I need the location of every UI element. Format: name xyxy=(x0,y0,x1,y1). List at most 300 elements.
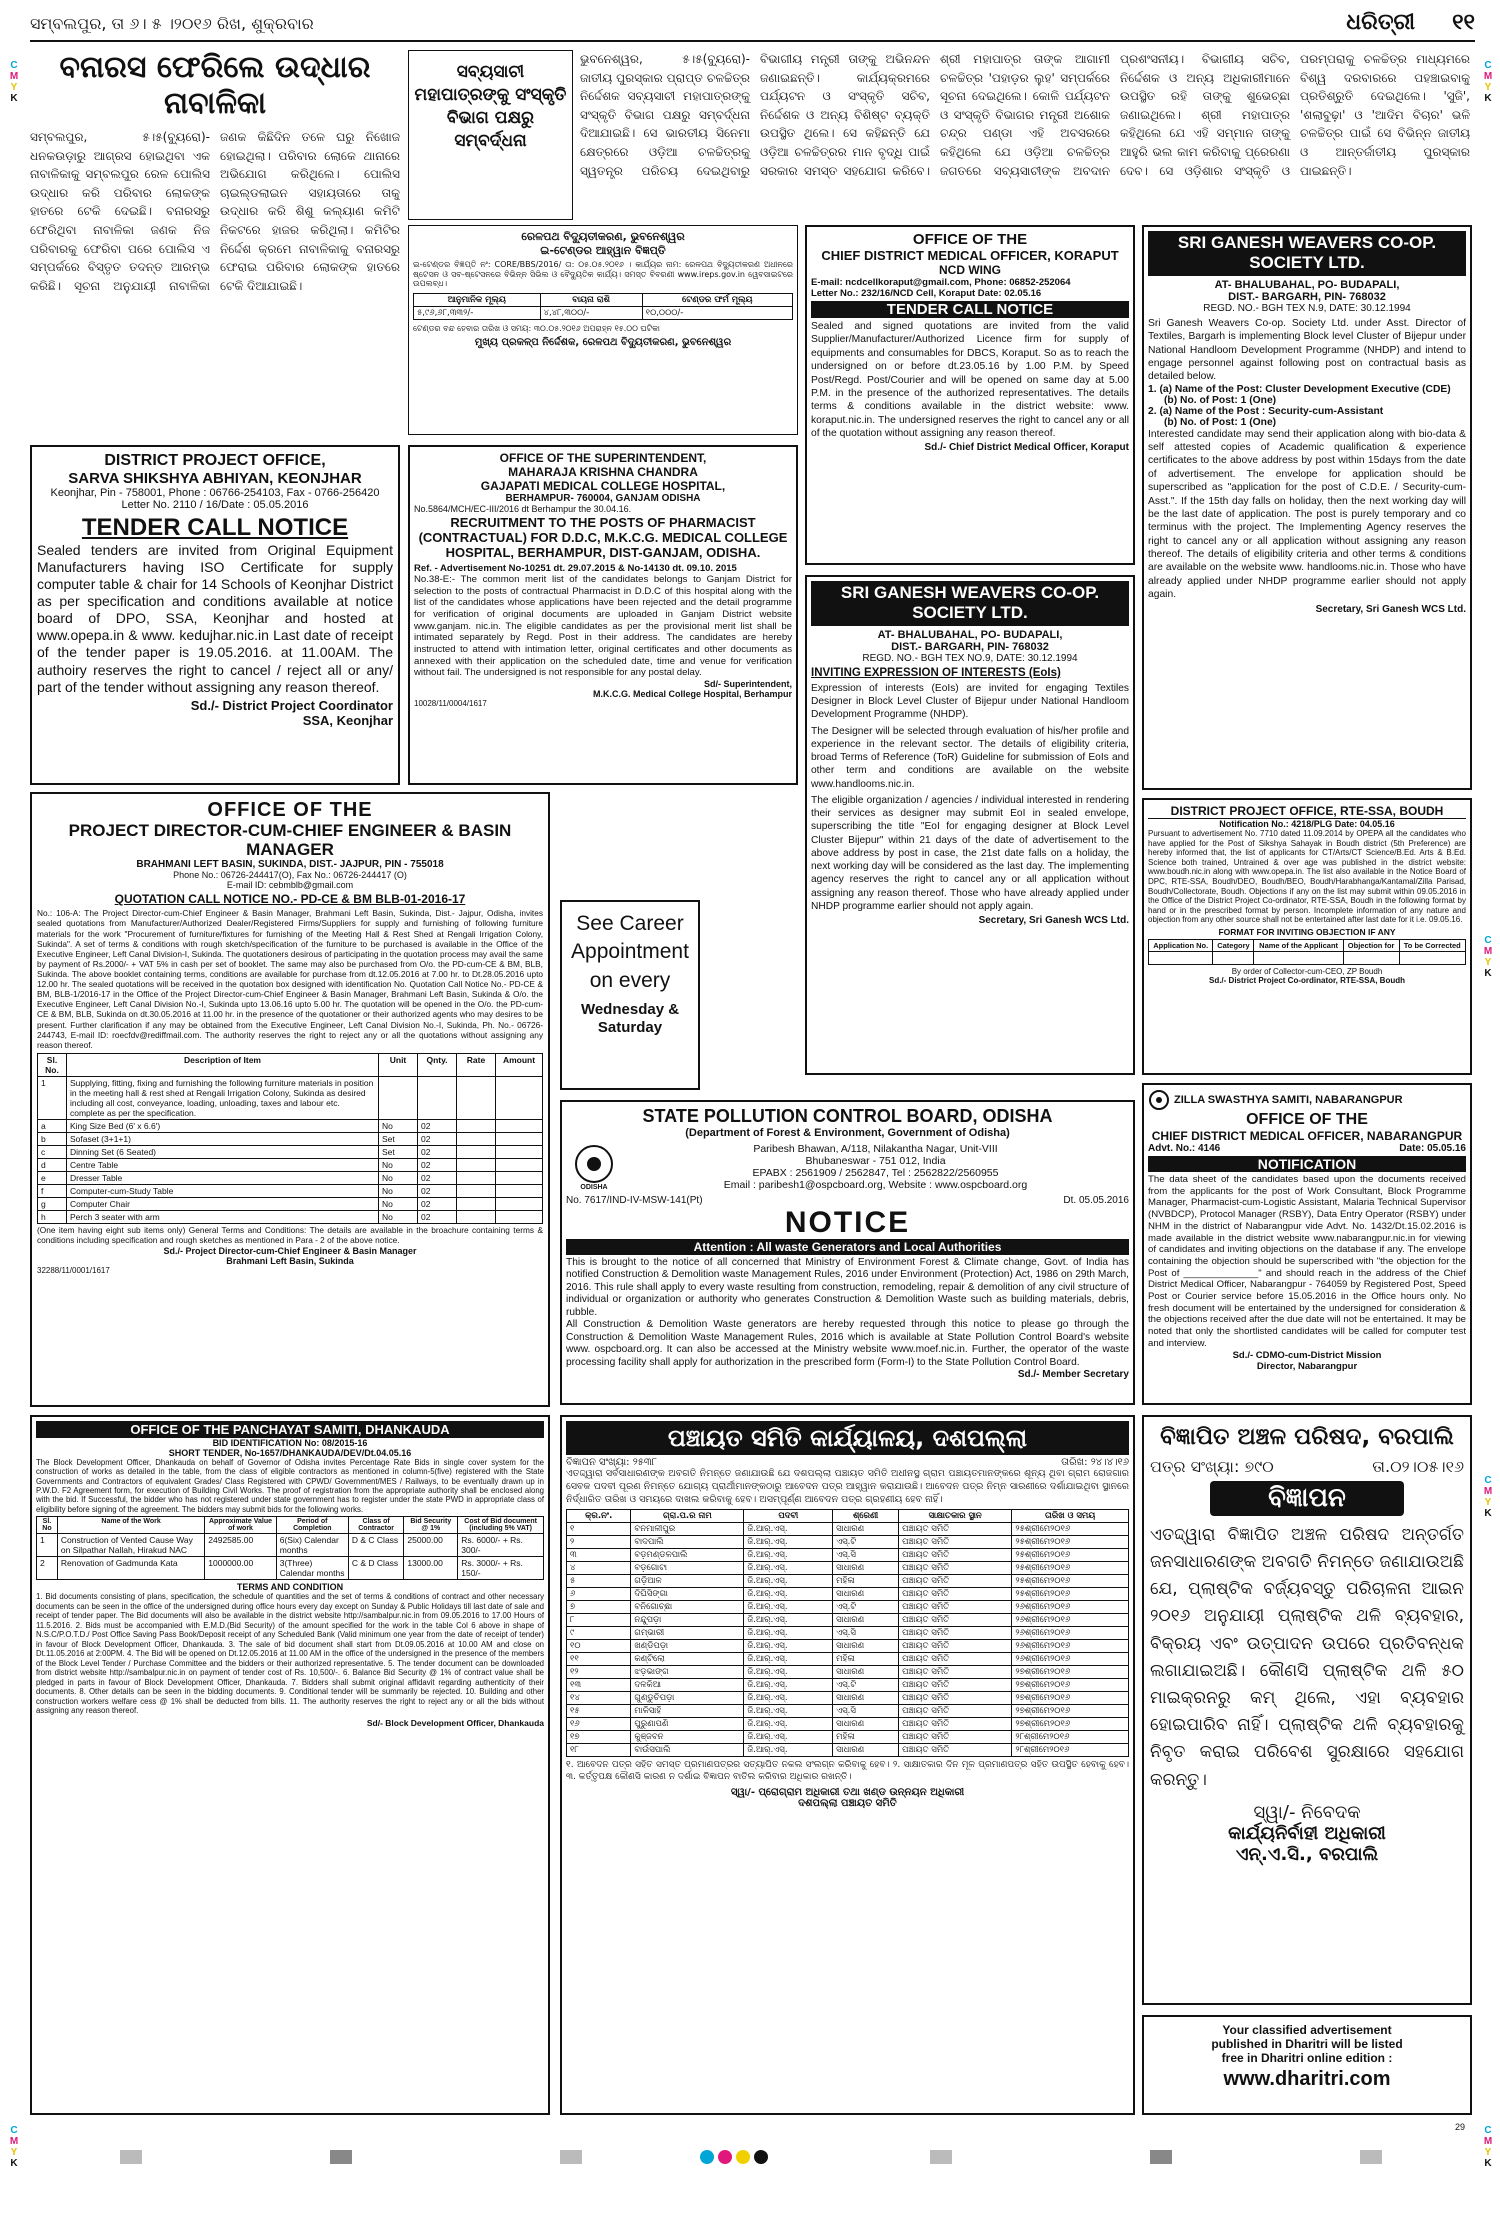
table-row xyxy=(38,1145,543,1158)
table-cell xyxy=(496,1132,543,1145)
table-cell: ୨୬ଶ୍ରୀମେ୨୦୧୬ xyxy=(1012,1640,1129,1653)
board-title: STATE POLLUTION CONTROL BOARD, ODISHA xyxy=(642,1106,1053,1126)
table-cell: 02 xyxy=(418,1184,457,1197)
post-name: 2. (a) Name of the Post : Security-cum-Assistant xyxy=(1148,405,1384,417)
table-cell: ୭ xyxy=(567,1601,631,1614)
table-cell: ପଞ୍ଚାୟତ ସମିତି xyxy=(899,1718,1012,1731)
cdmo-nabarangpur-notification xyxy=(1142,1083,1472,1405)
table-cell: ବାଉଁସପାଲି xyxy=(631,1744,744,1757)
article-headline: ବନାରସ ଫେରିଲେ ଉଦ୍ଧାର ନାବାଳିକା xyxy=(59,50,371,121)
office-title-main: SARVA SHIKSHYA ABHIYAN, KEONJHAR xyxy=(68,470,362,487)
table-row xyxy=(567,1744,1129,1757)
table-cell: ପଞ୍ଚାୟତ ସମିତି xyxy=(899,1705,1012,1718)
table-cell: ୨୬ଶ୍ରୀମେ୨୦୧୬ xyxy=(1012,1614,1129,1627)
table-cell: 02 xyxy=(418,1119,457,1132)
table-cell: Rs. 3000/- + Rs. 150/- xyxy=(458,1557,544,1580)
notification-number: Notification No.: 4218/PLG Date: 04.05.16 xyxy=(1219,819,1395,829)
table-cell xyxy=(457,1197,496,1210)
dpo-boudh-notification xyxy=(1142,798,1472,1075)
notice-body: Interested candidate may send their application along with bio-data & self attested copies of Academic qualification & experience certificates to the above address by post within 15days from the date of advertisement. The envelope for application should be superscribed as "application for the post of C.D.E. / Security-cum-Asst.". If the 15th day falls on holiday, then the next working day will be the last date of application. The post is purely temporary and co terminus with the project. The Implementing Agency reserves the right to cancel any or all application without assigning any reason thereof. The details of eligibility criteria and other terms & conditions are available on the website www. handlooms.nic.in. Those who have already applied under NHDP programme earlier should not apply again. xyxy=(1148,428,1466,601)
table-cell: ୧୬ xyxy=(567,1718,631,1731)
cmyk-mark-right-top: C M Y K xyxy=(1483,60,1493,104)
table-cell: ପଞ୍ଚାୟତ ସମିତି xyxy=(899,1653,1012,1666)
masthead xyxy=(30,8,1475,42)
table-header: Approximate Value of work xyxy=(205,1517,276,1534)
table-header: Sl. No xyxy=(37,1517,58,1534)
table-cell: ୨୭ଶ୍ରୀମେ୨୦୧୬ xyxy=(1012,1705,1129,1718)
table-row xyxy=(38,1210,543,1223)
ad-code: 32288/11/0001/1617 xyxy=(37,1265,110,1275)
table-header: Cost of Bid document (including 5% VAT) xyxy=(458,1517,544,1534)
signature: By order of Collector-cum-CEO, ZP Boudh xyxy=(1231,966,1383,976)
advertisement-ref: Ref. - Advertisement No-10251 dt. 29.07.2015 & No-14130 dt. 09.10. 2015 xyxy=(414,562,737,574)
table-row xyxy=(37,1534,544,1557)
table-cell xyxy=(457,1184,496,1197)
office-title: OFFICE OF THE xyxy=(912,231,1028,248)
table-cell: ବଡ଼ମଣ୍ଡଳପାଲି xyxy=(631,1549,744,1562)
table-cell: Dinning Set (6 Seated) xyxy=(67,1145,379,1158)
table-cell: D & C Class xyxy=(348,1534,403,1557)
table-cell xyxy=(496,1210,543,1223)
signature: M.K.C.G. Medical College Hospital, Berhampur xyxy=(592,689,792,700)
table-cell: ୨୫ଶ୍ରୀମେ୨୦୧୬ xyxy=(1012,1575,1129,1588)
table-cell: ସାଧାରଣ xyxy=(833,1523,899,1536)
table-cell: 02 xyxy=(418,1197,457,1210)
table-header: Name of the Work xyxy=(57,1517,204,1534)
promo-line: published in Dharitri will be listed xyxy=(1211,2037,1403,2051)
office-email: E-mail ID: cebmblb@gmail.com xyxy=(226,880,354,891)
office-title: OFFICE OF THE PANCHAYAT SAMITI, DHANKAUDA xyxy=(36,1421,544,1438)
table-cell: ୨୬ଶ୍ରୀମେ୨୦୧୬ xyxy=(1012,1627,1129,1640)
table-cell: Set xyxy=(379,1132,418,1145)
table-cell: ବନମାଳୀପୁର xyxy=(631,1523,744,1536)
table-cell xyxy=(457,1119,496,1132)
table-cell: ପଞ୍ଚାୟତ ସମିତି xyxy=(899,1536,1012,1549)
table-cell: ସାଧାରଣ xyxy=(833,1614,899,1627)
table-cell: Computer-cum-Study Table xyxy=(67,1184,379,1197)
tender-footer: ମୁଖ୍ୟ ପ୍ରକଳ୍ପ ନିର୍ଦ୍ଦେଶକ, ରେଳପଥ ବିଦ୍ୟୁତୀକରଣ, ଭୁବନେଶ୍ୱର xyxy=(474,337,732,349)
notice-intro: Sri Ganesh Weavers Co-op. Society Ltd. under Asst. Director of Textiles, Bargarh is implementing Block level Cluster of Bijepur under National Handloom Development Programme (NHDP) and intend to engage personnel against following post on contractual basis as detailed below. xyxy=(1148,317,1466,383)
table-row xyxy=(567,1562,1129,1575)
signature: ଦଶପଲ୍ଲା ପଞ୍ଚାୟତ ସମିତି xyxy=(798,1797,897,1809)
notice-body: ଏତଦ୍ଦ୍ୱାରା ସର୍ବସାଧାରଣଙ୍କ ଅବଗତି ନିମନ୍ତେ ଜଣାଯାଉଛି ଯେ ଦଶପଲ୍ଲା ପଞ୍ଚାୟତ ସମିତି ଅଧୀନସ୍ଥ ଗ୍ରାମ ପଞ୍ଚାୟତମାନଙ୍କରେ ଶୂନ୍ୟ ଥିବା ଗ୍ରାମ ରୋଜଗାର ସେବକ ପଦବୀ ପୂରଣ ନିମନ୍ତେ ଯୋଗ୍ୟ ପ୍ରାର୍ଥୀମାନଙ୍କଠାରୁ ଆବେଦନ ପତ୍ର ଆହ୍ୱାନ କରାଯାଉଛି। ଆବେଦନ ପତ୍ର ନିମ୍ନ ସାରଣୀରେ ଦର୍ଶାଯାଇଥିବା ସ୍ଥାନରେ ନିର୍ଦ୍ଧାରିତ ତାରିଖ ଓ ସମୟରେ ଦାଖଲ କରିବାକୁ ହେବ। ଅସମ୍ପୂର୍ଣ୍ଣ ଆବେଦନ ପତ୍ର ଗ୍ରହଣୀୟ ହେବ ନାହିଁ। xyxy=(566,1468,1129,1505)
tender-closing: ଟେଣ୍ଡର ବନ୍ଦ ହେବାର ତାରିଖ ଓ ସମୟ: ୩୦.୦୫.୨୦୧୬ ଅପରାହ୍ନ ୧୫.୦୦ ଘଟିକା xyxy=(413,323,660,333)
notice-body: Sealed and signed quotations are invited from the valid Supplier/Manufacturer/Authorized Licence firm for supply of equipments and consumables for DBCS, Koraput. So as to reach the undersigned on or before dt.23.05.16 by 1.00 P.M. by Speed Post/Regd. Post/Courier and will be opened on same day at 5.00 P.M. in the presence of the authorized representatives. The details terms & conditions available in the district website: www. koraput.nic.in. The undersigned reserves the right to cancel any or all of the quotation without assigning any reason thereof. xyxy=(811,321,1129,439)
board-address: Bhubaneswar - 751 012, India xyxy=(805,1155,946,1167)
table-row xyxy=(567,1627,1129,1640)
logo-caption: ODISHA xyxy=(580,1183,608,1191)
notice-footnote: (One item having eight sub items only) General Terms and Conditions: The details are available in the broachure containing terms & conditions including specification and rough sketches as mentioned in Para - 2 of the above notice. xyxy=(37,1224,543,1245)
table-cell xyxy=(457,1171,496,1184)
table-cell: ଜି.ଆର୍.ଏସ୍. xyxy=(744,1731,833,1744)
table-cell: ୧୫ xyxy=(567,1705,631,1718)
tender-title: ରେଳପଥ ବିଦ୍ୟୁତୀକରଣ, ଭୁବନେଶ୍ୱର xyxy=(521,230,685,243)
table-cell: ଜି.ଆର୍.ଏସ୍. xyxy=(744,1627,833,1640)
tender-body: ଇ-ଟେଣ୍ଡର ବିଜ୍ଞପ୍ତି ନଂ: CORE/BBS/2016/ ତା: ୦୫.୦୫.୨୦୧୬ । କାର୍ଯ୍ୟର ନାମ: ରେଳପଥ ବିଦ୍ୟୁତୀକରଣ ଅଧୀନରେ ଷ୍ଟେସନ ଓ ସବ-ଷ୍ଟେସନରେ ବିଭିନ୍ନ ସିଭିଲ ଓ ବୈଦ୍ୟୁତିକ କାର୍ଯ୍ୟ। ସମସ୍ତ ବିବରଣୀ www.ireps.gov.in ୱେବସାଇଟରେ ଉପଲବ୍ଧ। xyxy=(413,260,793,289)
table-cell: ଏସ୍.ସି xyxy=(833,1549,899,1562)
post-name: 1. (a) Name of the Post: Cluster Development Executive (CDE) xyxy=(1148,383,1451,395)
table-cell: ଦିଘିସିଙ୍ଗା xyxy=(631,1588,744,1601)
table-cell: ଜି.ଆର୍.ଏସ୍. xyxy=(744,1705,833,1718)
signature: Sd./- District Project Coordinator xyxy=(190,697,393,713)
table-cell: Renovation of Gadmunda Kata xyxy=(57,1557,204,1580)
table-row xyxy=(567,1692,1129,1705)
table-cell: Set xyxy=(379,1145,418,1158)
table-header: Amount xyxy=(496,1053,543,1076)
table-cell: Supplying, fitting, fixing and furnishing the following furniture materials in position in the meeting hall & rest shed at Rengali Irrigation Colony, Sukinda as desired including all cost, conveyance, loading, unloading, taxes and labour etc. complete as per the specification. xyxy=(67,1076,379,1119)
eoi-heading: INVITING EXPRESSION OF INTERESTS (EoIs) xyxy=(811,666,1061,679)
signature: Secretary, Sri Ganesh WCS Ltd. xyxy=(978,915,1129,927)
masthead-page-number: ୧୧ xyxy=(1452,10,1475,35)
mkcg-pharmacist-recruitment xyxy=(408,445,798,785)
news-article-rescued-minor xyxy=(30,50,400,435)
table-cell: ୨ xyxy=(567,1536,631,1549)
table-cell: ସାଧାରଣ xyxy=(833,1588,899,1601)
table-row xyxy=(567,1666,1129,1679)
office-title: ବିଜ୍ଞାପିତ ଅଞ୍ଚଳ ପରିଷଦ, ବରପାଲି xyxy=(1160,1424,1454,1450)
grs-posts-table xyxy=(566,1509,1129,1757)
table-cell: ୧ xyxy=(567,1523,631,1536)
cmyk-mark-left-top: C M Y K xyxy=(9,60,19,104)
article-body-part2: କୋଳି ପର୍ଯ୍ୟଟନ ଓ ସଂସ୍କୃତି ବିଭାଗର ମନ୍ତ୍ରୀ ଅଶୋକ ଚନ୍ଦ୍ର ପଣ୍ଡା ଏହି ଅବସରରେ କହିଥିଲେ ଯେ ଓଡ଼ିଆ ଚଳଚ୍ଚିତ୍ର ଜଗତରେ ସବ୍ୟସାଚୀଙ୍କ ଅବଦାନ ପ୍ରଶଂସନୀୟ। ବିଭାଗୀୟ ସଚିବ, ନିର୍ଦ୍ଦେଶକ ଓ ଅନ୍ୟ ଅଧିକାରୀମାନେ ଉପସ୍ଥିତ ରହି ତାଙ୍କୁ ଶୁଭେଚ୍ଛା ଜଣାଇଥିଲେ। ଶ୍ରୀ ମହାପାତ୍ର କହିଥିଲେ ଯେ ଏହି ସମ୍ମାନ ତାଙ୍କୁ ଆହୁରି ଭଲ କାମ କରିବାକୁ ପ୍ରେରଣା ଦେବ। ସେ ଓଡ଼ିଶାର ସଂସ୍କୃତି ଓ ପରମ୍ପରାକୁ ଚଳଚ୍ଚିତ୍ର ମାଧ୍ୟମରେ ବିଶ୍ୱ ଦରବାରରେ ପହଞ୍ଚାଇବାକୁ ପ୍ରତିଶ୍ରୁତି ଦେଇଥିଲେ। 'ସୁଜି', 'ଶଲାବୁଢ଼ା' ଓ 'ଆଦିମ ବିଚାର' ଭଳି ଚଳଚ୍ଚିତ୍ର ପାଇଁ ସେ ବିଭିନ୍ନ ଜାତୀୟ ଓ ଆନ୍ତର୍ଜାତୀୟ ପୁରସ୍କାର ପାଇଛନ୍ତି। xyxy=(940,52,1470,178)
table-cell: ୨୫ଶ୍ରୀମେ୨୦୧୬ xyxy=(1012,1536,1129,1549)
notice-body: The Designer will be selected through evaluation of his/her profile and experience in the relevant sector. The details of eligibility criteria, broad Terms of Reference (ToR) Guideline for submission of EoIs and other term and conditions are available on the website www.handlooms.nic.in. xyxy=(811,725,1129,790)
table-cell: ପଞ୍ଚାୟତ ସମିତି xyxy=(899,1627,1012,1640)
board-email: Email : paribesh1@ospcboard.org, Website : www.ospcboard.org xyxy=(723,1179,1028,1191)
table-cell: ଜି.ଆର୍.ଏସ୍. xyxy=(744,1692,833,1705)
table-cell: କଣ୍ଟିଲୋ xyxy=(631,1653,744,1666)
signature: Sd/- Block Development Officer, Dhankauda xyxy=(366,1717,544,1728)
table-cell: Perch 3 seater with arm xyxy=(67,1210,379,1223)
article-body: ସମ୍ବଲପୁର, ୫।୫(ବ୍ୟୁରୋ)- ଧନକଉଡ଼ାରୁ ଆଗ୍ରସ ହୋଇଥିବା ଏକ ନାବାଳିକାକୁ ସମ୍ବଲପୁର ରେଳ ପୋଲିସ ଉଦ୍ଧାର କରି ପରିବାର ଲୋକଙ୍କ ହାତରେ ଟେକି ଦେଇଛି। ବନାରସରୁ ଫେରିଥିବା ନାବାଳିକା ଜଣକ ନିଜ ପରିବାରକୁ ଫେରିବା ପରେ ପୋଲିସ ଏ ସମ୍ପର୍କରେ ବିସ୍ତୃତ ତଦନ୍ତ ଆରମ୍ଭ କରିଛି। ସୂଚନା ଅନୁଯାୟୀ ନାବାଳିକା ଜଣକ କିଛିଦିନ ତଳେ ଘରୁ ନିଖୋଜ ହୋଇଥିଲା। ପରିବାର ଲୋକେ ଥାନାରେ ଅଭିଯୋଗ କରିଥିଲେ। ପୋଲିସ ଚାଇଲ୍ଡଲାଇନ ସହାୟତାରେ ତାକୁ ଉଦ୍ଧାର କରି ଶିଶୁ କଲ୍ୟାଣ କମିଟି ନିକଟରେ ହାଜର କରିଥିଲା। କମିଟିର ନିର୍ଦ୍ଦେଶ କ୍ରମେ ନାବାଳିକାକୁ ବନାରସରୁ ଫେରାଇ ପରିବାର ଲୋକଙ୍କ ହାତରେ ଟେକି ଦିଆଯାଇଛି। xyxy=(30,130,400,293)
office-title: MAHARAJA KRISHNA CHANDRA xyxy=(508,465,698,479)
notice-title: NOTICE xyxy=(784,1206,911,1239)
table-cell: ୧୦ xyxy=(567,1640,631,1653)
table-row xyxy=(38,1197,543,1210)
table-cell: 13000.00 xyxy=(404,1557,458,1580)
table-cell: ୩ xyxy=(567,1549,631,1562)
office-title-main: PROJECT DIRECTOR-CUM-CHIEF ENGINEER & BASIN MANAGER xyxy=(68,821,512,859)
table-row xyxy=(567,1575,1129,1588)
cmyk-mark-right-mid2: C M Y K xyxy=(1483,1475,1493,1519)
sri-ganesh-weavers-recruitment xyxy=(1142,225,1472,790)
swatch-cyan xyxy=(700,2150,714,2164)
table-cell: Dresser Table xyxy=(67,1171,379,1184)
table-cell: ପଞ୍ଚାୟତ ସମିତି xyxy=(899,1666,1012,1679)
table-row xyxy=(567,1731,1129,1744)
table-cell: ବଡ଼ଗୋଟା xyxy=(631,1562,744,1575)
table-row xyxy=(567,1588,1129,1601)
table-cell xyxy=(457,1132,496,1145)
table-cell: 6(Six) Calendar months xyxy=(276,1534,348,1557)
table-header: ବାୟନା ରାଶି xyxy=(540,293,642,306)
society-title: SRI GANESH WEAVERS CO-OP. SOCIETY LTD. xyxy=(1148,231,1466,276)
career-appointment-promo xyxy=(560,900,700,1090)
table-row xyxy=(567,1536,1129,1549)
society-address: AT- BHALUBAHAL, PO- BUDAPALI, xyxy=(1214,278,1400,291)
table-cell: ଦଳକିଆ xyxy=(631,1679,744,1692)
table-cell: Sofaset (3+1+1) xyxy=(67,1132,379,1145)
table-cell: 2 xyxy=(37,1557,58,1580)
table-cell: ଏସ୍.ସି xyxy=(833,1627,899,1640)
table-cell: ମହିଳା xyxy=(833,1653,899,1666)
table-cell: ୨୬ଶ୍ରୀମେ୨୦୧୬ xyxy=(1012,1601,1129,1614)
notice-body: Expression of interests (EoIs) are invited for engaging Textiles Designer in Block Level Cluster of Bijepur under National Handloom Development Programme (NHDP). xyxy=(811,682,1129,721)
table-cell: 02 xyxy=(418,1210,457,1223)
article-body-part1: ଭୁବନେଶ୍ୱର, ୫।୫(ବ୍ୟୁରୋ)- ଜାତୀୟ ପୁରସ୍କାର ପ୍ରାପ୍ତ ଚଳଚ୍ଚିତ୍ର ନିର୍ଦ୍ଦେଶକ ସବ୍ୟସାଚୀ ମହାପାତ୍ରଙ୍କୁ ସଂସ୍କୃତି ବିଭାଗ ପକ୍ଷରୁ ସମ୍ବର୍ଦ୍ଧନା ଦିଆଯାଇଛି। ସେ ଭାରତୀୟ ସିନେମା କ୍ଷେତ୍ରରେ ଓଡ଼ିଆ ଚଳଚ୍ଚିତ୍ରକୁ ସ୍ୱତନ୍ତ୍ର ପରିଚୟ ଦେଇଥିବାରୁ ବିଭାଗୀୟ ମନ୍ତ୍ରୀ ତାଙ୍କୁ ଅଭିନନ୍ଦନ ଜଣାଇଛନ୍ତି। କାର୍ଯ୍ୟକ୍ରମରେ ପର୍ଯ୍ୟଟନ ଓ ସଂସ୍କୃତି ସଚିବ, ନିର୍ଦ୍ଦେଶକ ଓ ଅନ୍ୟ ବିଶିଷ୍ଟ ବ୍ୟକ୍ତି ଉପସ୍ଥିତ ଥିଲେ। ସେ କହିଛନ୍ତି ଯେ ଓଡ଼ିଆ ଚଳଚ୍ଚିତ୍ରର ମାନ ବୃଦ୍ଧି ପାଇଁ ସରକାର ସମସ୍ତ ସହଯୋଗ କରିବେ। ଶ୍ରୀ ମହାପାତ୍ର ତାଙ୍କ ଆଗାମୀ ଚଳଚ୍ଚିତ୍ର 'ପହାଡ଼ର ଲୁହ' ସମ୍ପର୍କରେ ସୂଚନା ଦେଇଥିଲେ। xyxy=(580,52,1110,178)
table-cell: ୨୭ଶ୍ରୀମେ୨୦୧୬ xyxy=(1012,1666,1129,1679)
table-cell: No xyxy=(379,1197,418,1210)
table-cell: 02 xyxy=(418,1171,457,1184)
promo-line: Appointment xyxy=(571,940,689,964)
notice-body: ଏତଦ୍ଦ୍ୱାରା ବିଜ୍ଞାପିତ ଅଞ୍ଚଳ ପରିଷଦ ଅନ୍ତର୍ଗତ ଜନସାଧାରଣଙ୍କ ଅବଗତି ନିମନ୍ତେ ଜଣାଯାଉଅଛି ଯେ, ପ୍ଲାଷ୍ଟିକ ବର୍ଜ୍ୟବସ୍ତୁ ପରିଚାଳନା ଆଇନ ୨୦୧୬ ଅନୁଯାୟୀ ପ୍ଲାଷ୍ଟିକ ଥଳି ବ୍ୟବହାର, ବିକ୍ରୟ ଏବଂ ଉତ୍ପାଦନ ଉପରେ ପ୍ରତିବନ୍ଧକ ଲଗାଯାଇଅଛି। କୌଣସି ପ୍ଲାଷ୍ଟିକ ଥଳି ୫୦ ମାଇକ୍ରନରୁ କମ୍ ଥିଲେ, ଏହା ବ୍ୟବହାର ହୋଇପାରିବ ନାହିଁ। ପ୍ଲାଷ୍ଟିକ ଥଳି ବ୍ୟବହାରକୁ ନିବୃତ କରାଇ ପରିବେଶ ସୁରକ୍ଷାରେ ସହଯୋଗ କରନ୍ତୁ। xyxy=(1150,1524,1464,1790)
office-title: DISTRICT PROJECT OFFICE, RTE-SSA, BOUDH xyxy=(1148,804,1466,819)
table-cell: ପଞ୍ଚାୟତ ସମିତି xyxy=(899,1601,1012,1614)
dpo-keonjhar-tender xyxy=(30,445,400,785)
table-cell: Rs. 6000/- + Rs. 300/- xyxy=(458,1534,544,1557)
table-cell xyxy=(496,1171,543,1184)
registration-bar xyxy=(1360,2150,1382,2164)
notice-number: ବିଜ୍ଞାପନ ସଂଖ୍ୟା: ୨୫୩୮ xyxy=(566,1457,658,1468)
table-cell: ପଞ୍ଚାୟତ ସମିତି xyxy=(899,1731,1012,1744)
table-cell: ସାଧାରଣ xyxy=(833,1666,899,1679)
notice-banner: NOTIFICATION xyxy=(1148,1156,1466,1172)
table-header: ଗ୍ରା.ପ.ର ନାମ xyxy=(631,1510,744,1523)
table-cell: ୨୭ଶ୍ରୀମେ୨୦୧୬ xyxy=(1012,1692,1129,1705)
table-row xyxy=(38,1158,543,1171)
table-cell: ୮ xyxy=(567,1614,631,1627)
table-row xyxy=(38,1119,543,1132)
table-cell: Centre Table xyxy=(67,1158,379,1171)
bid-identification: BID IDENTIFICATION No: 08/2015-16 xyxy=(212,1438,368,1448)
society-address: AT- BHALUBAHAL, PO- BUDAPALI, xyxy=(877,628,1063,641)
table-cell: ୨୫ଶ୍ରୀମେ୨୦୧୬ xyxy=(1012,1549,1129,1562)
post-count: (b) No. of Post: 1 (One) xyxy=(1164,416,1277,428)
office-title: ପଞ୍ଚାୟତ ସମିତି କାର୍ଯ୍ୟାଳୟ, ଦଶପଲ୍ଲା xyxy=(566,1421,1129,1455)
cmyk-mark-right-mid1: C M Y K xyxy=(1483,935,1493,979)
notice-title: QUOTATION CALL NOTICE NO.- PD-CE & BM BLB-01-2016-17 xyxy=(114,892,466,907)
table-cell: No xyxy=(379,1171,418,1184)
table-cell: C & D Class xyxy=(348,1557,403,1580)
advertisement-date: Date: 05.05.16 xyxy=(1399,1143,1466,1154)
table-cell: ବାଦପାଲି xyxy=(631,1536,744,1549)
notice-intro: The Block Development Officer, Dhankauda on behalf of Governor of Odisha invites Percentage Rate Bids in single cover system for the construction of works as detailed in the table, from the class of eligible contractors as mentioned in column-5(five) registered with the State Governments and Contractors of equivalent Grades/ Class Registered with CPWD/ Government/MES / Railways, to be eventually drawn up in P.W.D. F2 Agreement form, for execution of Building Civil Works. The proof of registration from the appropriate authority shall be enclosed along with the bid. If Successful, the bidder who has not registered under state government has to register under the state PWD in appropriate class of eligibility before signing of the agreement. The bidders may submit bids for the following works. xyxy=(36,1458,544,1514)
table-cell: No xyxy=(379,1184,418,1197)
table-cell: a xyxy=(38,1119,67,1132)
notice-title: TENDER CALL NOTICE xyxy=(81,514,349,541)
news-article-felicitation xyxy=(408,50,573,220)
table-cell: 02 xyxy=(418,1132,457,1145)
table-row xyxy=(567,1653,1129,1666)
board-department: (Department of Forest & Environment, Government of Odisha) xyxy=(685,1127,1010,1139)
cdmo-koraput-tender xyxy=(805,225,1135,565)
table-cell xyxy=(496,1158,543,1171)
signature: Sd./- Chief District Medical Officer, Koraput xyxy=(924,442,1129,454)
table-cell: ଜି.ଆର୍.ଏସ୍. xyxy=(744,1549,833,1562)
society-address: DIST.- BARGARH, PIN- 768032 xyxy=(1228,290,1386,303)
promo-line: on every xyxy=(589,968,671,992)
recruitment-headline: RECRUITMENT TO THE POSTS OF PHARMACIST (CONTRACTUAL) FOR D.D.C, M.K.C.G. MEDICAL COLLEGE HOSPITAL, BERHAMPUR, DIST-GANJAM, ODISHA. xyxy=(418,515,788,560)
table-cell: 1 xyxy=(37,1534,58,1557)
advertisement-number: Advt. No.: 4146 xyxy=(1148,1143,1221,1154)
table-cell: ଗମ୍ଭାରୀ xyxy=(631,1627,744,1640)
dhankauda-short-tender xyxy=(30,1415,550,2115)
table-cell xyxy=(457,1158,496,1171)
table-cell: ପଞ୍ଚାୟତ ସମିତି xyxy=(899,1549,1012,1562)
table-cell: ପଞ୍ଚାୟତ ସମିତି xyxy=(899,1523,1012,1536)
furniture-items-table xyxy=(37,1053,543,1224)
article-body xyxy=(580,50,1470,180)
table-header: ସାକ୍ଷାତକାର ସ୍ଥାନ xyxy=(899,1510,1012,1523)
table-cell: ପଞ୍ଚାୟତ ସମିତି xyxy=(899,1640,1012,1653)
signature: Sd/- Superintendent, xyxy=(703,679,792,690)
table-row xyxy=(567,1549,1129,1562)
table-cell xyxy=(496,1145,543,1158)
table-cell: ପୁରୁଣାପଣି xyxy=(631,1718,744,1731)
table-cell xyxy=(496,1119,543,1132)
notice-body: Sealed tenders are invited from Original Equipment Manufacturers having ISO Certificate for supply computer table & chair for 14 Schools of Keonjhar District as per specification and conditions available at notice board of DPO, SSA, Keonjhar and hosted at www.opepa.in & www. kedujhar.nic.in Last date of receipt of the tender paper is 19.05.2016. at 11.00AM. The authoiry reserves the right to cancel / reject all or any/ part of the tender without assigning any reason thereof. xyxy=(37,542,393,695)
table-row xyxy=(38,1171,543,1184)
table-cell: ୪ xyxy=(567,1562,631,1575)
table-cell: 25000.00 xyxy=(404,1534,458,1557)
office-phone: Phone No.: 06726-244417(O), Fax No.: 06726-244417 (O) xyxy=(173,870,407,881)
swatch-black xyxy=(754,2150,768,2164)
table-row xyxy=(567,1679,1129,1692)
registration-bar xyxy=(930,2150,952,2164)
footer-page-number: 29 xyxy=(1455,2122,1466,2132)
table-cell: b xyxy=(38,1132,67,1145)
table-cell: ସାଧାରଣ xyxy=(833,1562,899,1575)
cmyk-mark-left-bottom: C M Y K xyxy=(9,2125,19,2169)
website-link[interactable]: www.dharitri.com xyxy=(1223,2068,1391,2090)
table-cell: ଜି.ଆର୍.ଏସ୍. xyxy=(744,1523,833,1536)
table-cell: ପଞ୍ଚାୟତ ସମିତି xyxy=(899,1575,1012,1588)
swatch-magenta xyxy=(718,2150,732,2164)
table-cell: ୨୫ଶ୍ରୀମେ୨୦୧୬ xyxy=(1012,1588,1129,1601)
terms-body: 1. Bid documents consisting of plans, specification, the schedule of quantities and the set of terms & conditions of contract and other necessary documents can be seen in the office of the undersigned during office hours every day except on Sunday & Public Holidays till last date of sale and receipt of tender paper. The Bid documents will also be available in the district website http://sambalpur.nic.in from 09.05.2016 to 17.00 Hours of 11.5.2016. 2. Bids must be accompanied with E.M.D.(Bid Security) of the amount specified for the work in the table Col 6 above in shape of N.S.C/P.O.T.D./ Post Office Saving Pass Book/Deposit receipt of any Scheduled Bank (Valid minimum one year from the date of receipt of tender) in favour of Block Development Officer, Dhankauda. 3. The sale of bid document shall start from Dt.09.05.2016 at 10.00 AM and close on Dt.11.05.2016 at 2:00PM. 4. The Bid will be opened on Dt.12.05.2016 at 11.00 AM in the office of the undersigned in the presence of the members of the Block Level Tender / Purchase Committee and the bidders or their authorized representative. 5. The tender document can be downloaded from district website http://sambalpur.nic.in on payment of tender cost of Rs. 10,500/-. 6. Balance Bid Security @ 1% of contract value shall be pledged in parts in favour of Block Development Officer, Dhankauda. 7. Bidders shall submit original affidavit regarding authenticity of their documents. 8. Other details can be seen in the bidding documents. 9. Conditional tender will be summarily be rejected. 10. Building and other construction workers welfare cess @ 1% shall be deducted from bills. 11. The authority reserves the right to reject any or all the bids without assigning any reason thereof. xyxy=(36,1592,544,1716)
table-cell: ଖଣ୍ଡିପଡ଼ା xyxy=(631,1640,744,1653)
table-cell: ୯ xyxy=(567,1627,631,1640)
table-cell: କୁଞ୍ଜବନ xyxy=(631,1731,744,1744)
table-cell: 2492585.00 xyxy=(205,1534,276,1557)
signature: SSA, Keonjhar xyxy=(302,712,393,728)
samiti-header: ZILLA SWASTHYA SAMITI, NABARANGPUR xyxy=(1174,1094,1403,1106)
dashpalla-panchayat-samiti-notice xyxy=(560,1415,1135,2115)
table-cell: ପଞ୍ଚାୟତ ସମିତି xyxy=(899,1679,1012,1692)
odisha-logo xyxy=(566,1139,622,1195)
tender-table xyxy=(413,293,793,320)
table-cell: ୬ xyxy=(567,1588,631,1601)
table-cell xyxy=(496,1184,543,1197)
table-cell: No xyxy=(379,1158,418,1171)
table-header: ଶ୍ରେଣୀ xyxy=(833,1510,899,1523)
table-cell: 1000000.00 xyxy=(205,1557,276,1580)
table-cell: 02 xyxy=(418,1145,457,1158)
office-title: GAJAPATI MEDICAL COLLEGE HOSPITAL, xyxy=(480,479,726,493)
signature: Sd./- CDMO-cum-District Mission xyxy=(1232,1349,1382,1361)
table-cell: g xyxy=(38,1197,67,1210)
table-cell: ପଞ୍ଚାୟତ ସମିତି xyxy=(899,1744,1012,1757)
reference-number: No.5864/MCH/EC-III/2016 dt Berhampur the 30.04.16. xyxy=(414,504,632,514)
board-address: Paribesh Bhawan, A/118, Nilakantha Nagar, Unit-VIII xyxy=(753,1143,998,1155)
table-cell: ପଞ୍ଚାୟତ ସମିତି xyxy=(899,1614,1012,1627)
letter-number: Letter No. 2110 / 16/Date : 05.05.2016 xyxy=(121,499,309,511)
registration-bar xyxy=(120,2150,142,2164)
table-cell: ସାଧାରଣ xyxy=(833,1692,899,1705)
table-cell: ୨୫ଶ୍ରୀମେ୨୦୧୬ xyxy=(1012,1562,1129,1575)
table-cell: ପଞ୍ଚାୟତ ସମିତି xyxy=(899,1692,1012,1705)
table-cell: ଜି.ଆର୍.ଏସ୍. xyxy=(744,1614,833,1627)
table-cell: ମହିଳା xyxy=(833,1575,899,1588)
emblem-icon xyxy=(1148,1089,1170,1111)
board-phone: EPABX : 2561909 / 2562847, Tel : 2562822/2560955 xyxy=(752,1167,999,1179)
table-cell: ସାଧାରଣ xyxy=(833,1744,899,1757)
table-cell: ଝଡ଼ଭାଙ୍ଗ xyxy=(631,1666,744,1679)
table-header: Qnty. xyxy=(418,1053,457,1076)
table-header: କ୍ର.ନଂ. xyxy=(567,1510,631,1523)
table-cell: ଜି.ଆର୍.ଏସ୍. xyxy=(744,1588,833,1601)
notice-attention-banner: Attention : All waste Generators and Local Authorities xyxy=(566,1239,1129,1255)
letter-date: ତା.୦୨।୦୫।୧୬ xyxy=(1372,1456,1464,1476)
table-cell: ପଞ୍ଚାୟତ ସମିତି xyxy=(899,1562,1012,1575)
table-cell: c xyxy=(38,1145,67,1158)
office-wing: NCD WING xyxy=(939,263,1001,277)
table-cell: ଏସ୍.ଟି xyxy=(833,1536,899,1549)
table-cell: No xyxy=(379,1119,418,1132)
table-header: ପଦବୀ xyxy=(744,1510,833,1523)
signature: Brahmani Left Basin, Sukinda xyxy=(226,1255,354,1266)
table-cell: ଗଡ଼ିଆଳ xyxy=(631,1575,744,1588)
table-cell: ୧୪ xyxy=(567,1692,631,1705)
table-cell: h xyxy=(38,1210,67,1223)
post-count: (b) No. of Post: 1 (One) xyxy=(1164,394,1277,406)
table-cell: d xyxy=(38,1158,67,1171)
table-header: Category xyxy=(1213,939,1254,951)
works-table xyxy=(36,1516,544,1580)
table-header: Name of the Applicant xyxy=(1254,939,1343,951)
table-cell: ୧୮ xyxy=(567,1744,631,1757)
table-cell: ଜି.ଆର୍.ଏସ୍. xyxy=(744,1679,833,1692)
table-cell: ୨୫ଶ୍ରୀମେ୨୦୧୬ xyxy=(1012,1523,1129,1536)
tender-subtitle: ଇ-ଟେଣ୍ଡର ଆହ୍ୱାନ ବିଜ୍ଞପ୍ତି xyxy=(540,244,666,257)
ad-code: 10028/11/0004/1617 xyxy=(414,699,487,709)
table-cell: ୨୭ଶ୍ରୀମେ୨୦୧୬ xyxy=(1012,1718,1129,1731)
table-header: Bid Security @ 1% xyxy=(404,1517,458,1534)
masthead-logo: ଧରିତ୍ରୀ xyxy=(1346,10,1415,35)
office-title: OFFICE OF THE xyxy=(207,799,373,821)
table-cell: ଜି.ଆର୍.ଏସ୍. xyxy=(744,1666,833,1679)
short-tender-number: SHORT TENDER, No-1657/DHANKAUDA/DEV/Dt.04.05.16 xyxy=(168,1448,412,1458)
table-cell: ଜି.ଆର୍.ଏସ୍. xyxy=(744,1653,833,1666)
promo-line: Wednesday & Saturday xyxy=(580,1001,680,1037)
terms-heading: TERMS AND CONDITION xyxy=(236,1582,344,1593)
table-header: Application No. xyxy=(1149,939,1213,951)
table-header: Period of Completion xyxy=(276,1517,348,1534)
table-cell: ବନିଗୋଚ୍ଛା xyxy=(631,1601,744,1614)
table-cell: ୧୨ xyxy=(567,1666,631,1679)
table-row xyxy=(567,1614,1129,1627)
office-address: BERHAMPUR- 760004, GANJAM ODISHA xyxy=(505,493,701,504)
table-row xyxy=(1149,951,1466,964)
table-cell: ଏସ୍.ଟି xyxy=(833,1601,899,1614)
office-address: BRAHMANI LEFT BASIN, SUKINDA, DIST.- JAJPUR, PIN - 755018 xyxy=(136,859,444,871)
table-row xyxy=(567,1523,1129,1536)
promo-line: See Career xyxy=(576,912,684,935)
table-cell xyxy=(457,1210,496,1223)
table-cell: ୨୮ଶ୍ରୀମେ୨୦୧୬ xyxy=(1012,1744,1129,1757)
office-title-main: CHIEF DISTRICT MEDICAL OFFICER, NABARANGPUR xyxy=(1151,1129,1463,1143)
table-cell: ଜି.ଆର୍.ଏସ୍. xyxy=(744,1744,833,1757)
